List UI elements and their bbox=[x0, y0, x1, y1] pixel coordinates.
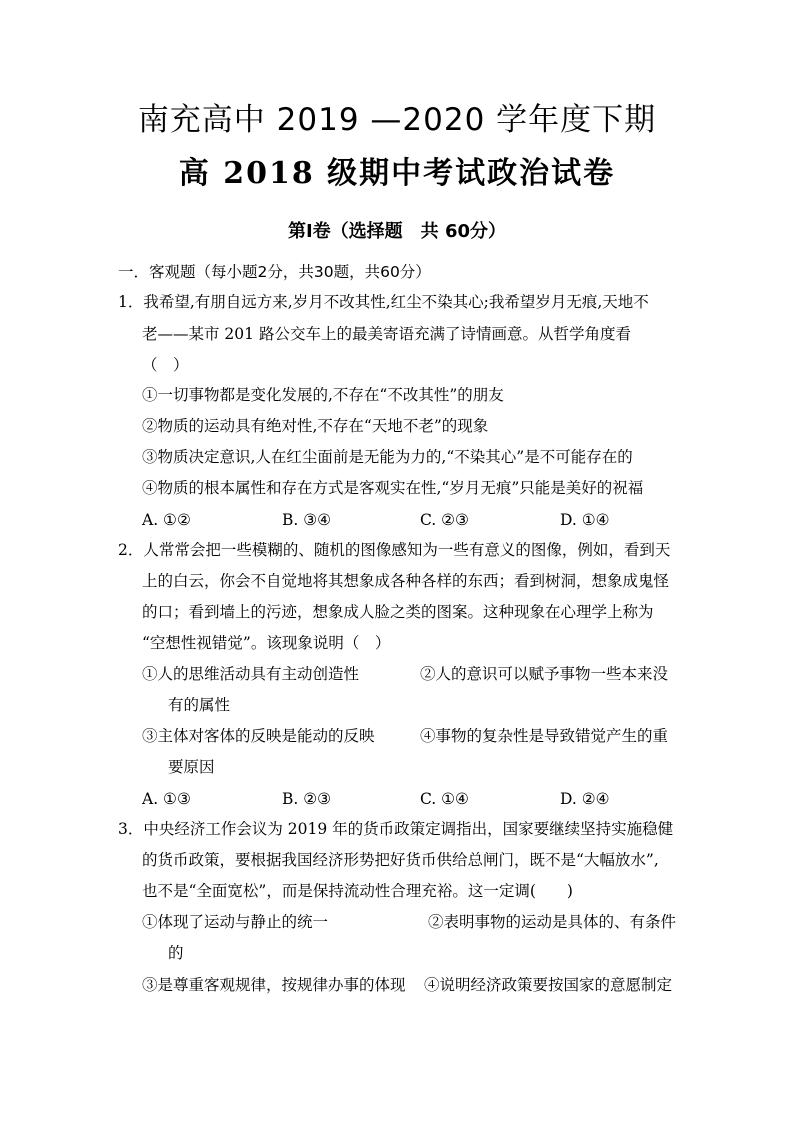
q2-choice-d: D. ②④ bbox=[560, 790, 610, 808]
q3-stem-line-3: 也不是“全面宽松”，而是保持流动性合理充裕。这一定调( ) bbox=[142, 882, 573, 900]
school-term-title: 南充高中 2019 —2020 学年度下期 bbox=[137, 102, 657, 138]
q2-option-4-line-2: 要原因 bbox=[168, 758, 215, 776]
q2-option-2-line-1: ②人的意识可以赋予事物一些本来没 bbox=[420, 665, 669, 683]
q1-option-4: ④物质的根本属性和存在方式是客观实在性,“岁月无痕”只能是美好的祝福 bbox=[142, 479, 644, 497]
q2-stem-line-1: 2．人常常会把一些模糊的、随机的图像感知为一些有意义的图像，例如，看到天 bbox=[118, 541, 671, 559]
q2-option-1: ①人的思维活动具有主动创造性 bbox=[142, 665, 360, 683]
q2-stem-line-4: “空想性视错觉”。该现象说明（ ） bbox=[142, 634, 391, 652]
q2-stem-line-3: 的口；看到墙上的污迹，想象成人脸之类的图案。这种现象在心理学上称为 bbox=[142, 603, 654, 621]
q3-option-2-line-2: 的 bbox=[168, 944, 184, 962]
q1-stem-line-1: 1．我希望,有朋自远方来,岁月不改其性,红尘不染其心;我希望岁月无痕,天地不 bbox=[118, 293, 649, 311]
q3-option-4: ④说明经济政策要按国家的意愿制定 bbox=[424, 976, 673, 994]
q2-option-3: ③主体对客体的反映是能动的反映 bbox=[142, 727, 375, 745]
q3-stem-line-1: 3．中央经济工作会议为 2019 年的货币政策定调指出，国家要继续坚持实施稳健 bbox=[118, 820, 674, 838]
q3-option-1: ①体现了运动与静止的统一 bbox=[142, 913, 329, 931]
q2-option-2-line-2: 有的属性 bbox=[168, 696, 231, 714]
q1-choice-b: B. ③④ bbox=[282, 511, 332, 529]
q1-answer-blank: （ ） bbox=[142, 356, 189, 374]
q3-stem-line-2: 的货币政策，要根据我国经济形势把好货币供给总闸门，既不是“大幅放水”, bbox=[142, 851, 659, 869]
q1-option-1: ①一切事物都是变化发展的,不存在“不改其性”的朋友 bbox=[142, 386, 504, 404]
q1-option-2: ②物质的运动具有绝对性,不存在“天地不老”的现象 bbox=[142, 417, 489, 435]
section-heading: 一．客观题（每小题2分，共30题，共60分） bbox=[118, 263, 431, 281]
q1-stem-line-2: 老——某市 201 路公交车上的最美寄语充满了诗情画意。从哲学角度看 bbox=[142, 325, 631, 343]
q2-choice-c: C. ①④ bbox=[420, 790, 469, 808]
q3-option-2-line-1: ②表明事物的运动是具体的、有条件 bbox=[428, 913, 677, 931]
q2-stem-line-2: 上的白云，你会不自觉地将其想象成各种各样的东西；看到树洞，想象成鬼怪 bbox=[142, 572, 670, 590]
exam-title: 高 2018 级期中考试政治试卷 bbox=[178, 156, 616, 191]
q2-choice-a: A. ①③ bbox=[142, 790, 191, 808]
q1-choice-c: C. ②③ bbox=[420, 511, 469, 529]
q1-option-3: ③物质决定意识,人在红尘面前是无能为力的,“不染其心”是不可能存在的 bbox=[142, 448, 633, 466]
part-title: 第Ⅰ卷（选择题 共 60分） bbox=[287, 221, 506, 242]
q2-option-4-line-1: ④事物的复杂性是导致错觉产生的重 bbox=[420, 727, 669, 745]
q2-choice-b: B. ②③ bbox=[282, 790, 332, 808]
q1-choice-a: A. ①② bbox=[142, 511, 191, 529]
q3-option-3: ③是尊重客观规律，按规律办事的体现 bbox=[142, 976, 406, 994]
q1-choice-d: D. ①④ bbox=[560, 511, 610, 529]
